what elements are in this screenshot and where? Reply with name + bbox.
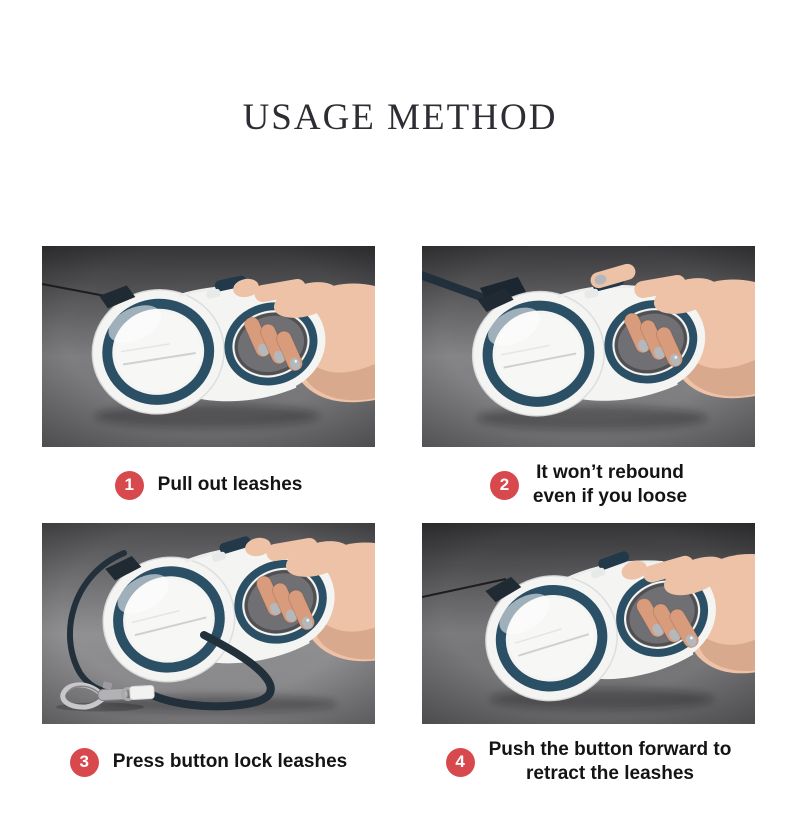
caption-line: Pull out leashes — [157, 474, 303, 495]
step-badge-3: 3 — [70, 748, 99, 777]
step-photo-3 — [42, 523, 375, 724]
step-3 — [42, 523, 375, 800]
page-title: USAGE METHOD — [242, 97, 558, 138]
step-1 — [42, 246, 375, 523]
step-badge-1: 1 — [115, 471, 144, 500]
caption-line: It won’t rebound — [536, 462, 684, 483]
leash-photo-art-3 — [42, 523, 375, 724]
caption-line: even if you loose — [532, 486, 688, 507]
step-photo-2 — [422, 246, 755, 447]
step-caption-3 — [113, 750, 347, 774]
step-caption-1 — [158, 473, 303, 497]
step-caption-4 — [489, 738, 732, 786]
caption-line: Push the button forward to — [488, 739, 732, 760]
step-photo-1 — [42, 246, 375, 447]
step-4 — [422, 523, 755, 800]
usage-steps-grid — [0, 246, 800, 800]
leash-photo-art-2 — [422, 246, 755, 447]
caption-line: Press button lock leashes — [112, 751, 348, 772]
leash-photo-art-4 — [422, 523, 755, 724]
step-2 — [422, 246, 755, 523]
step-badge-4: 4 — [446, 748, 475, 777]
step-caption-row-3 — [42, 724, 375, 800]
step-caption-row-2 — [422, 447, 755, 523]
step-caption-row-4 — [422, 724, 755, 800]
step-photo-4 — [422, 523, 755, 724]
leash-photo-art-1 — [42, 246, 375, 447]
step-badge-2: 2 — [490, 471, 519, 500]
caption-line: retract the leashes — [526, 763, 694, 784]
step-caption-row-1 — [42, 447, 375, 523]
step-caption-2 — [533, 461, 687, 509]
